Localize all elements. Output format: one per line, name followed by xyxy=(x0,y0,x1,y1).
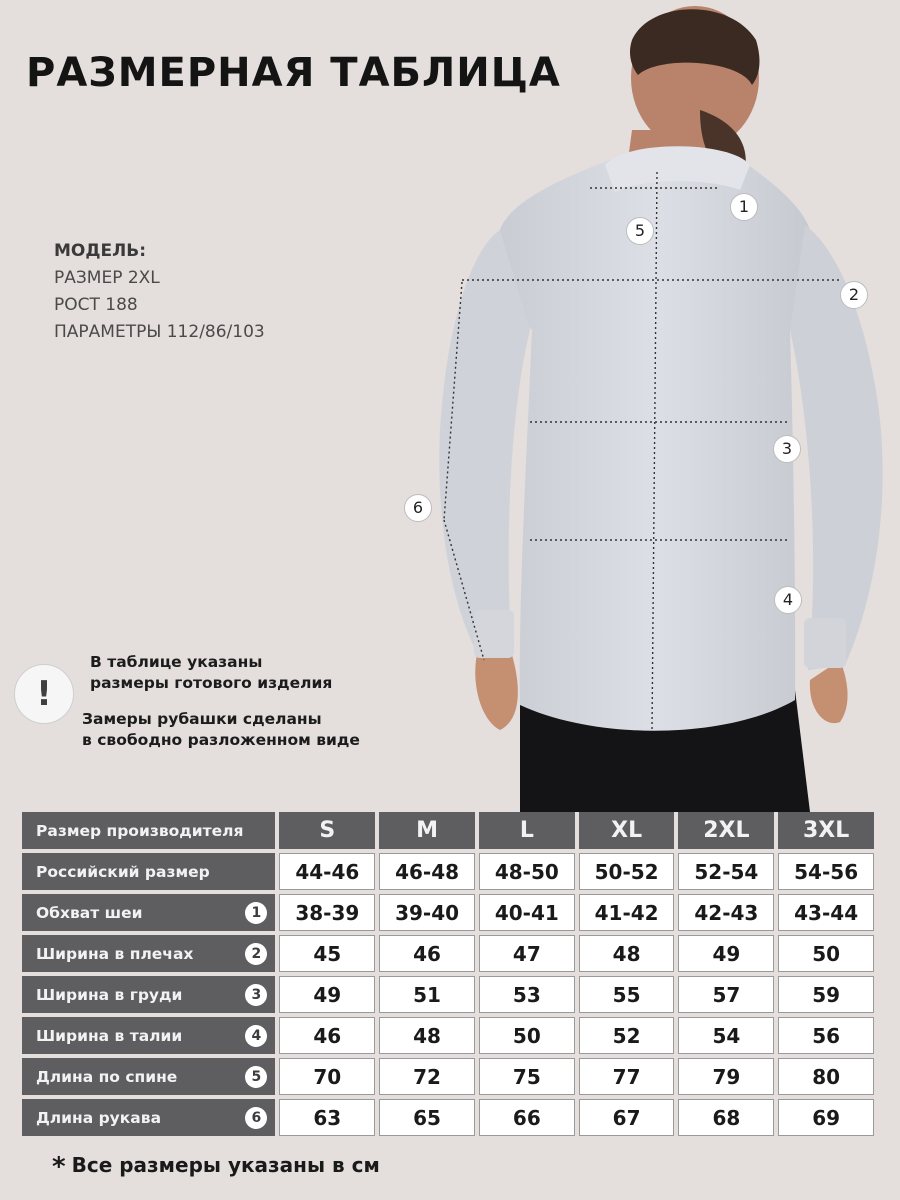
row-label-text: Длина рукава xyxy=(36,1108,162,1127)
table-cell: 77 xyxy=(579,1058,675,1095)
model-params: ПАРАМЕТРЫ 112/86/103 xyxy=(54,322,265,342)
model-size: РАЗМЕР 2XL xyxy=(54,268,160,288)
measure-marker-2: 2 xyxy=(840,281,868,309)
model-height: РОСТ 188 xyxy=(54,295,138,315)
header-label xyxy=(22,812,275,849)
row-label-text: Ширина в талии xyxy=(36,1026,183,1045)
table-cell: 54-56 xyxy=(778,853,874,890)
exclamation-icon: ! xyxy=(14,664,74,724)
table-cell: 49 xyxy=(279,976,375,1013)
table-body xyxy=(22,853,878,1136)
table-row xyxy=(22,853,878,890)
row-label-text: Ширина в плечах xyxy=(36,944,194,963)
table-cell: 39-40 xyxy=(379,894,475,931)
table-cell: 63 xyxy=(279,1099,375,1136)
row-label-text: Ширина в груди xyxy=(36,985,183,1004)
notice-line: в свободно разложенном виде xyxy=(82,731,360,749)
table-row xyxy=(22,935,878,972)
measure-number-icon: 6 xyxy=(245,1107,267,1129)
measure-number-icon: 4 xyxy=(245,1025,267,1047)
notice-measure-method xyxy=(82,709,360,751)
notice-line: Замеры рубашки сделаны xyxy=(82,710,322,728)
asterisk-icon: * xyxy=(52,1152,66,1182)
table-cell: 40-41 xyxy=(479,894,575,931)
table-cell: 48 xyxy=(379,1017,475,1054)
table-cell: 46 xyxy=(379,935,475,972)
table-row xyxy=(22,894,878,931)
row-label xyxy=(22,853,275,890)
table-cell: 45 xyxy=(279,935,375,972)
table-cell: 55 xyxy=(579,976,675,1013)
row-label xyxy=(22,976,275,1013)
table-cell: 41-42 xyxy=(579,894,675,931)
table-cell: 49 xyxy=(678,935,774,972)
header-label-text: Размер производителя xyxy=(36,821,244,840)
table-cell: 80 xyxy=(778,1058,874,1095)
measure-marker-6: 6 xyxy=(404,494,432,522)
table-cell: 75 xyxy=(479,1058,575,1095)
table-cell: 38-39 xyxy=(279,894,375,931)
table-cell: 79 xyxy=(678,1058,774,1095)
table-row xyxy=(22,1099,878,1136)
table-cell: 48-50 xyxy=(479,853,575,890)
model-photo xyxy=(400,0,900,812)
measure-marker-1: 1 xyxy=(730,193,758,221)
table-cell: 67 xyxy=(579,1099,675,1136)
row-label-text: Российский размер xyxy=(36,862,210,881)
header-size-2xl: 2XL xyxy=(678,812,774,849)
table-cell: 50 xyxy=(479,1017,575,1054)
table-cell: 52-54 xyxy=(678,853,774,890)
header-size-l: L xyxy=(479,812,575,849)
table-cell: 48 xyxy=(579,935,675,972)
measure-number-icon: 2 xyxy=(245,943,267,965)
table-cell: 66 xyxy=(479,1099,575,1136)
header-size-xl: XL xyxy=(579,812,675,849)
table-cell: 50-52 xyxy=(579,853,675,890)
table-cell: 43-44 xyxy=(778,894,874,931)
notice-line: В таблице указаны xyxy=(90,653,263,671)
measure-marker-3: 3 xyxy=(773,435,801,463)
size-table xyxy=(22,812,878,1140)
header-size-m: M xyxy=(379,812,475,849)
table-header-row xyxy=(22,812,878,849)
table-cell: 65 xyxy=(379,1099,475,1136)
table-cell: 51 xyxy=(379,976,475,1013)
table-cell: 47 xyxy=(479,935,575,972)
table-cell: 44-46 xyxy=(279,853,375,890)
header-size-3xl: 3XL xyxy=(778,812,874,849)
table-cell: 72 xyxy=(379,1058,475,1095)
table-cell: 69 xyxy=(778,1099,874,1136)
row-label xyxy=(22,894,275,931)
row-label xyxy=(22,1017,275,1054)
notice-line: размеры готового изделия xyxy=(90,674,333,692)
table-cell: 70 xyxy=(279,1058,375,1095)
table-cell: 42-43 xyxy=(678,894,774,931)
table-cell: 50 xyxy=(778,935,874,972)
measure-number-icon: 1 xyxy=(245,902,267,924)
row-label-text: Обхват шеи xyxy=(36,903,143,922)
table-cell: 68 xyxy=(678,1099,774,1136)
table-cell: 53 xyxy=(479,976,575,1013)
table-row xyxy=(22,1017,878,1054)
model-heading: МОДЕЛЬ: xyxy=(54,241,146,261)
table-row xyxy=(22,976,878,1013)
table-cell: 56 xyxy=(778,1017,874,1054)
row-label xyxy=(22,1058,275,1095)
row-label xyxy=(22,1099,275,1136)
table-cell: 46-48 xyxy=(379,853,475,890)
measure-marker-4: 4 xyxy=(774,586,802,614)
header-size-s: S xyxy=(279,812,375,849)
measure-number-icon: 3 xyxy=(245,984,267,1006)
measure-number-icon: 5 xyxy=(245,1066,267,1088)
footnote xyxy=(52,1152,380,1182)
model-info xyxy=(54,238,265,346)
row-label xyxy=(22,935,275,972)
table-cell: 52 xyxy=(579,1017,675,1054)
table-cell: 57 xyxy=(678,976,774,1013)
row-label-text: Длина по спине xyxy=(36,1067,178,1086)
shirt-illustration xyxy=(400,0,900,812)
table-cell: 46 xyxy=(279,1017,375,1054)
table-row xyxy=(22,1058,878,1095)
notice-finished-size xyxy=(90,652,332,694)
page-title: РАЗМЕРНАЯ ТАБЛИЦА xyxy=(26,50,561,96)
measure-marker-5: 5 xyxy=(626,217,654,245)
footnote-text: Все размеры указаны в см xyxy=(71,1153,380,1177)
table-cell: 54 xyxy=(678,1017,774,1054)
table-cell: 59 xyxy=(778,976,874,1013)
